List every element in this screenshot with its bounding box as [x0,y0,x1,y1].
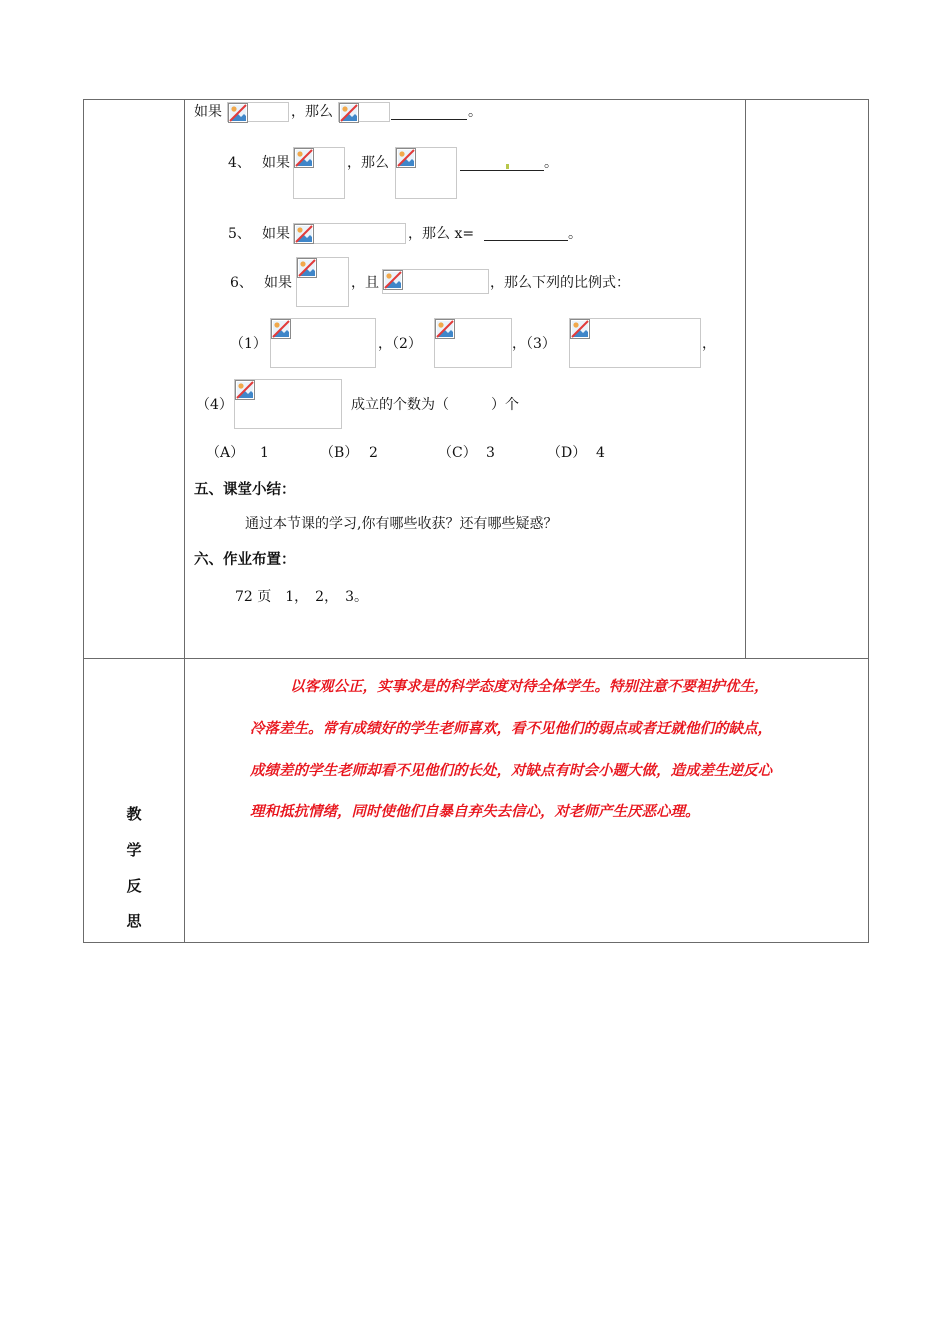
reflection-label-char-3: 反 [126,877,142,895]
reflection-label-char-2: 学 [126,841,142,859]
q6-then-text: ，那么下列的比例式： [490,275,630,291]
table-inner-col-divider [745,99,746,659]
q5-end-text: 。 [568,226,582,242]
q3-then-text: ，那么 [291,104,333,120]
choice-a-label: （A） [206,445,245,461]
broken-image-icon [294,148,314,168]
broken-image-icon [235,380,255,400]
q6-number: 6、 [230,275,253,291]
q3-end-text: 。 [468,104,482,120]
table-border-right [868,99,869,943]
homework-text: 72 页 1， 2， 3。 [235,589,368,605]
q3-if-text: 如果 [194,104,222,120]
reflection-line-1: 以客观公正，实事求是的科学态度对待全体学生。特别注意不要袒护优生， [290,679,769,695]
choice-a-value: 1 [260,445,269,461]
broken-image-icon [396,148,416,168]
q4-blank-marker-dot [506,164,509,169]
q6-formula-image-a [296,257,349,307]
q6-option-3-image [569,318,701,368]
q6-if-text: 如果 [264,275,292,291]
broken-image-icon [435,319,455,339]
table-border-bottom [83,942,869,943]
q3-answer-blank[interactable] [391,119,467,120]
broken-image-icon [570,319,590,339]
summary-text: 通过本节课的学习,你有哪些收获？还有哪些疑惑？ [245,516,558,532]
q6-count-text: 成立的个数为（ ）个 [351,397,519,413]
q6-option-3-label: ，（3） [512,336,556,352]
q6-option-4-label: （4） [196,397,233,413]
broken-image-icon [383,270,403,290]
table-col-divider [184,99,185,943]
broken-image-icon [297,258,317,278]
q6-option-4-image [234,379,342,429]
choice-c-value: 3 [486,445,495,461]
reflection-line-2: 冷落差生。常有成绩好的学生老师喜欢，看不见他们的弱点或者迁就他们的缺点， [250,721,772,737]
q6-option-2-image [434,318,512,368]
reflection-label-char-4: 思 [126,912,142,930]
homework-heading: 六、作业布置： [194,552,296,568]
table-border-top [83,99,869,100]
q4-number: 4、 [228,155,251,171]
q4-formula-image-a [293,147,345,199]
q6-option-1-image [270,318,376,368]
broken-image-icon [339,103,359,123]
table-row-divider [83,658,869,659]
q3-formula-image-a [227,102,289,122]
choice-b-value: 2 [369,445,378,461]
q6-and-text: ，且 [351,275,379,291]
table-border-left [83,99,84,943]
q5-number: 5、 [228,226,251,242]
choice-d-value: 4 [596,445,605,461]
q4-answer-blank[interactable] [460,170,544,171]
q4-formula-image-b [395,147,457,199]
q5-formula-image [293,223,406,244]
q5-then-text: ，那么 x= [408,226,475,242]
broken-image-icon [228,103,248,123]
q4-if-text: 如果 [262,155,290,171]
broken-image-icon [271,319,291,339]
q5-answer-blank[interactable] [484,240,568,241]
choice-d-label: （D） [547,445,587,461]
summary-heading: 五、课堂小结： [194,482,296,498]
broken-image-icon [294,224,314,244]
choice-c-label: （C） [438,445,477,461]
choice-b-label: （B） [320,445,359,461]
reflection-line-4: 理和抵抗情绪，同时使他们自暴自弃失去信心，对老师产生厌恶心理。 [250,804,700,820]
q6-option-3-comma: ， [702,336,716,352]
reflection-label-char-1: 教 [126,805,142,823]
q5-if-text: 如果 [262,226,290,242]
q4-then-text: ，那么 [347,155,389,171]
q3-formula-image-b [338,102,390,122]
q6-formula-image-b [382,269,489,294]
reflection-line-3: 成绩差的学生老师却看不见他们的长处，对缺点有时会小题大做，造成差生逆反心 [250,763,772,779]
q6-option-1-label: （1） [230,336,267,352]
q4-end-text: 。 [544,155,558,171]
q6-option-2-label: ，（2） [378,336,422,352]
